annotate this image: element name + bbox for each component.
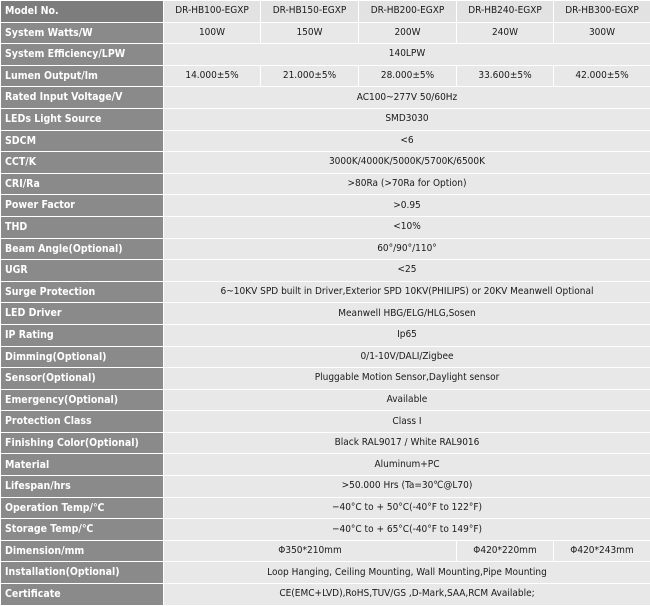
spec-label: LEDs Light Source [1, 108, 164, 130]
spec-label: LED Driver [1, 303, 164, 325]
spec-label: IP Rating [1, 324, 164, 346]
spec-label: Dimming(Optional) [1, 346, 164, 368]
spec-label: Protection Class [1, 411, 164, 433]
spec-row-efficiency [1, 44, 650, 66]
spec-value: 14.000±5% [164, 65, 261, 87]
spec-value: Loop Hanging, Ceiling Mounting, Wall Mounting,Pipe Mounting [164, 562, 650, 584]
spec-value: −40°C to + 65°C(-40°F to 149°F) [164, 519, 650, 541]
spec-row-finishing-color [1, 432, 650, 454]
spec-label: Finishing Color(Optional) [1, 432, 164, 454]
spec-value: 240W [457, 22, 554, 44]
spec-row-surge-protection [1, 281, 650, 303]
spec-value: Φ420*220mm [457, 540, 554, 562]
spec-row-system-watts [1, 22, 650, 44]
spec-value: <6 [164, 130, 650, 152]
spec-value: Pluggable Motion Sensor,Daylight sensor [164, 368, 650, 390]
spec-value: Aluminum+PC [164, 454, 650, 476]
spec-row-light-source [1, 108, 650, 130]
spec-value: 0/1-10V/DALI/Zigbee [164, 346, 650, 368]
spec-value: 150W [261, 22, 359, 44]
spec-label: Beam Angle(Optional) [1, 238, 164, 260]
spec-row-protection-class [1, 411, 650, 433]
spec-row-lifespan [1, 476, 650, 498]
spec-value: Class Ⅰ [164, 411, 650, 433]
spec-row-lumen-output [1, 65, 650, 87]
spec-value: 140LPW [164, 44, 650, 66]
spec-value: 33.600±5% [457, 65, 554, 87]
spec-row-sensor [1, 368, 650, 390]
spec-value: <25 [164, 260, 650, 282]
spec-label: Sensor(Optional) [1, 368, 164, 390]
spec-label: System Watts/W [1, 22, 164, 44]
spec-label: SDCM [1, 130, 164, 152]
spec-value: 300W [554, 22, 650, 44]
spec-value: 21.000±5% [261, 65, 359, 87]
spec-row-power-factor [1, 195, 650, 217]
spec-row-led-driver [1, 303, 650, 325]
spec-value: >50.000 Hrs (Ta=30℃@L70) [164, 476, 650, 498]
spec-label: THD [1, 216, 164, 238]
model-name: DR-HB100-EGXP [164, 1, 261, 23]
spec-value: <10% [164, 216, 650, 238]
spec-value: Meanwell HBG/ELG/HLG,Sosen [164, 303, 650, 325]
spec-label: Surge Protection [1, 281, 164, 303]
spec-row-beam-angle [1, 238, 650, 260]
spec-row-cct [1, 152, 650, 174]
spec-label: CRI/Ra [1, 173, 164, 195]
spec-label: Material [1, 454, 164, 476]
spec-value: 42.000±5% [554, 65, 650, 87]
spec-value: >0.95 [164, 195, 650, 217]
spec-value: 3000K/4000K/5000K/5700K/6500K [164, 152, 650, 174]
spec-row-cri [1, 173, 650, 195]
spec-value: Available [164, 389, 650, 411]
spec-value: 6~10KV SPD built in Driver,Exterior SPD 10KV(PHILIPS) or 20KV Meanwell Optional [164, 281, 650, 303]
spec-row-sdcm [1, 130, 650, 152]
spec-label: Installation(Optional) [1, 562, 164, 584]
model-name: DR-HB200-EGXP [359, 1, 457, 23]
model-name: DR-HB150-EGXP [261, 1, 359, 23]
spec-row-installation [1, 562, 650, 584]
spec-value: Ip65 [164, 324, 650, 346]
header-label: Model No. [1, 1, 164, 23]
spec-value: >80Ra (>70Ra for Option) [164, 173, 650, 195]
spec-label: Operation Temp/℃ [1, 497, 164, 519]
spec-value: Φ420*243mm [554, 540, 650, 562]
spec-label: Lifespan/hrs [1, 476, 164, 498]
spec-row-ugr [1, 260, 650, 282]
spec-row-thd [1, 216, 650, 238]
spec-label: Storage Temp/℃ [1, 519, 164, 541]
spec-row-dimming [1, 346, 650, 368]
spec-row-emergency [1, 389, 650, 411]
spec-label: CCT/K [1, 152, 164, 174]
spec-label: UGR [1, 260, 164, 282]
spec-label: System Efficiency/LPW [1, 44, 164, 66]
spec-row-operation-temp [1, 497, 650, 519]
spec-row-certificate [1, 584, 650, 606]
spec-label: Emergency(Optional) [1, 389, 164, 411]
spec-value: Black RAL9017 / White RAL9016 [164, 432, 650, 454]
spec-value: 28.000±5% [359, 65, 457, 87]
spec-label: Lumen Output/lm [1, 65, 164, 87]
header-row [1, 1, 650, 23]
spec-value: CE(EMC+LVD),RoHS,TUV/GS ,D-Mark,SAA,RCM Available; [164, 584, 650, 606]
model-name: DR-HB300-EGXP [554, 1, 650, 23]
spec-label: Power Factor [1, 195, 164, 217]
spec-row-dimension [1, 540, 650, 562]
spec-value: Φ350*210mm [164, 540, 457, 562]
spec-label: Rated Input Voltage/V [1, 87, 164, 109]
spec-row-input-voltage [1, 87, 650, 109]
spec-row-material [1, 454, 650, 476]
spec-label: Dimension/mm [1, 540, 164, 562]
model-name: DR-HB240-EGXP [457, 1, 554, 23]
spec-row-storage-temp [1, 519, 650, 541]
spec-row-ip-rating [1, 324, 650, 346]
spec-value: AC100~277V 50/60Hz [164, 87, 650, 109]
spec-label: Certificate [1, 584, 164, 606]
spec-value: 60°/90°/110° [164, 238, 650, 260]
spec-value: SMD3030 [164, 108, 650, 130]
spec-value: −40°C to + 50°C(-40°F to 122°F) [164, 497, 650, 519]
spec-value: 200W [359, 22, 457, 44]
spec-value: 100W [164, 22, 261, 44]
